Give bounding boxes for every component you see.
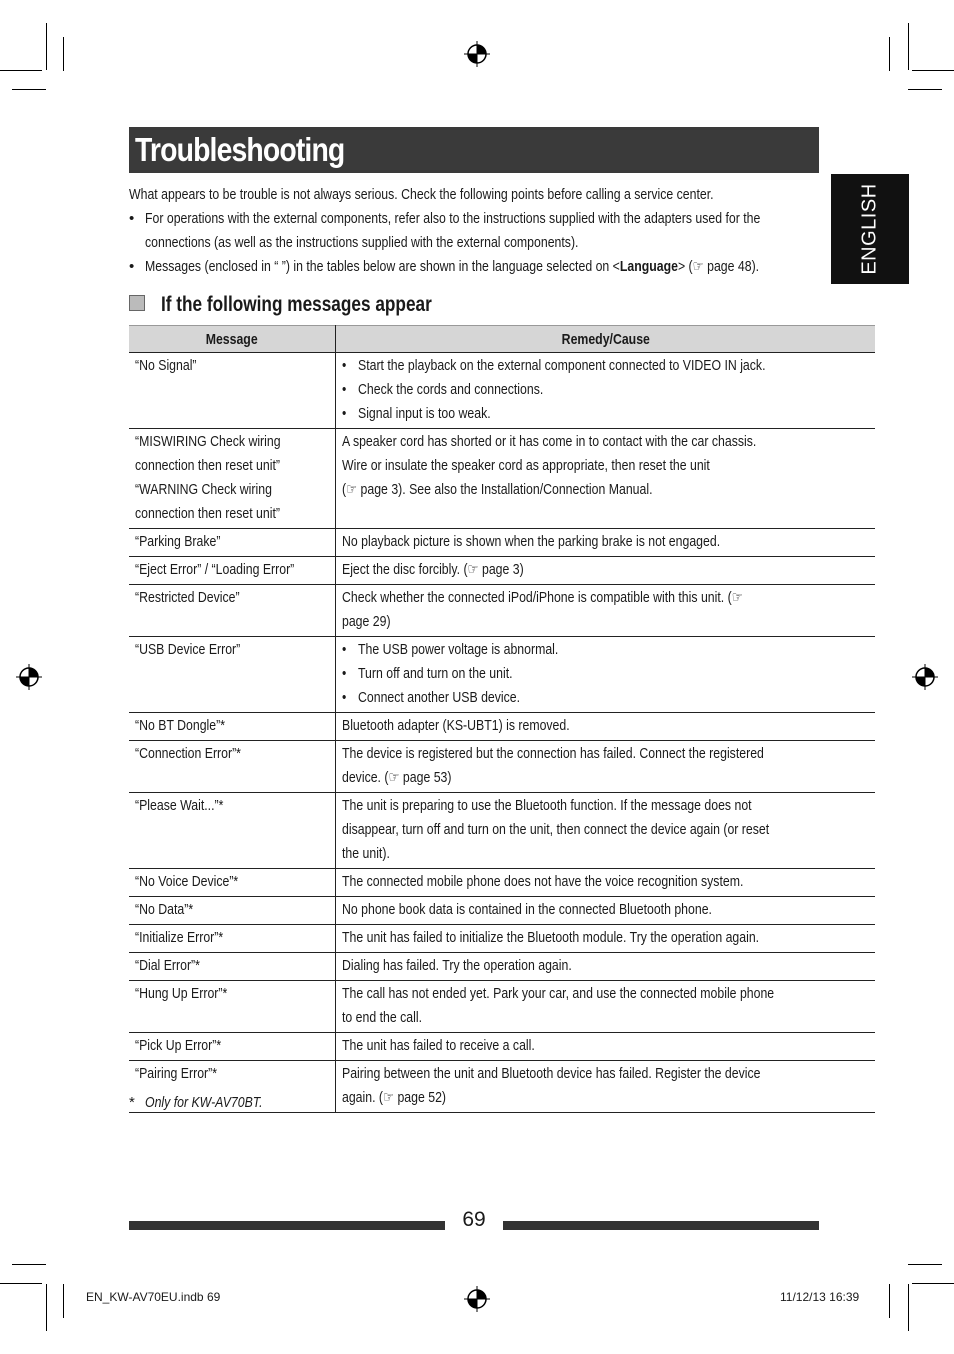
remedy-cell	[336, 713, 876, 741]
table-row	[129, 869, 875, 897]
remedy-text: Wire or insulate the speaker cord as appropriate, then reset the unit	[342, 457, 711, 474]
message-cell	[129, 637, 336, 713]
remedy-cell	[336, 585, 876, 637]
table-row	[129, 557, 875, 585]
remedy-text: Eject the disc forcibly. (☞ page 3)	[342, 561, 524, 578]
intro-bullet-text: For operations with the external components, refer also to the instructions supplied with the adapters used for the	[145, 210, 761, 227]
registration-mark-icon	[912, 664, 938, 690]
remedy-text: Check whether the connected iPod/iPhone is compatible with this unit. (☞	[342, 589, 743, 606]
message-text: “No BT Dongle”*	[135, 717, 226, 734]
bullet-icon: •	[342, 665, 347, 682]
print-slug-date: 11/12/13 16:39	[780, 1290, 860, 1304]
message-cell	[129, 869, 336, 897]
intro-lead: What appears to be trouble is not always serious. Check the following points before calling a service center.	[129, 186, 714, 203]
remedy-text: again. (☞ page 52)	[342, 1089, 447, 1106]
message-text: “No Voice Device”*	[135, 873, 239, 890]
remedy-text: The unit is preparing to use the Bluetooth function. If the message does not	[342, 797, 752, 814]
remedy-text: Start the playback on the external component connected to VIDEO IN jack.	[358, 357, 766, 374]
message-text: “USB Device Error”	[135, 641, 241, 658]
bullet-icon: •	[342, 357, 347, 374]
table-row	[129, 585, 875, 637]
message-cell	[129, 741, 336, 793]
remedy-text: Check the cords and connections.	[358, 381, 544, 398]
crop-mark	[46, 1284, 47, 1331]
intro-bullet: • Messages (enclosed in “ ”) in the tables below are shown in the language selected on <Language> (☞ page 48).	[129, 255, 821, 279]
message-text: “Connection Error”*	[135, 745, 241, 762]
remedy-cell	[336, 637, 876, 713]
language-tab	[831, 174, 909, 284]
table-row	[129, 1033, 875, 1061]
table-row	[129, 925, 875, 953]
registration-mark-icon	[16, 664, 42, 690]
crop-mark	[0, 70, 42, 71]
remedy-text: Bluetooth adapter (KS-UBT1) is removed.	[342, 717, 570, 734]
crop-mark	[12, 1264, 46, 1265]
intro	[129, 183, 821, 279]
crop-mark	[12, 89, 46, 90]
crop-mark	[0, 1283, 42, 1284]
crop-mark	[889, 1284, 890, 1318]
footer-rule-left	[129, 1221, 445, 1230]
remedy-text: The call has not ended yet. Park your car, and use the connected mobile phone	[342, 985, 775, 1002]
message-cell	[129, 953, 336, 981]
remedy-cell	[336, 353, 876, 429]
message-cell	[129, 713, 336, 741]
crop-mark	[908, 1284, 909, 1331]
section-heading-text: If the following messages appear	[161, 293, 432, 316]
remedy-text: Turn off and turn on the unit.	[358, 665, 513, 682]
message-text: “No Data”*	[135, 901, 194, 918]
remedy-text: page 29)	[342, 613, 391, 630]
message-cell	[129, 1033, 336, 1061]
message-cell	[129, 529, 336, 557]
footnote-text: Only for KW-AV70BT.	[145, 1094, 263, 1111]
table-header-row	[129, 326, 875, 353]
remedy-text: Connect another USB device.	[358, 689, 521, 706]
table-row	[129, 637, 875, 713]
message-cell	[129, 981, 336, 1033]
footnote	[129, 1091, 288, 1115]
remedy-cell	[336, 793, 876, 869]
message-text: “Parking Brake”	[135, 533, 221, 550]
message-text: connection then reset unit”	[135, 505, 280, 522]
square-bullet-icon	[129, 295, 145, 311]
table-row	[129, 429, 875, 529]
message-text: “Dial Error”*	[135, 957, 200, 974]
bullet-icon: •	[342, 689, 347, 706]
remedy-text: the unit).	[342, 845, 391, 862]
remedy-text: device. (☞ page 53)	[342, 769, 452, 786]
remedy-text: Signal input is too weak.	[358, 405, 491, 422]
message-text: “Pairing Error”*	[135, 1065, 218, 1082]
message-text: “Restricted Device”	[135, 589, 240, 606]
remedy-text: disappear, turn off and turn on the unit, then connect the device again (or reset	[342, 821, 770, 838]
remedy-text: The unit has failed to initialize the Bluetooth module. Try the operation again.	[342, 929, 760, 946]
remedy-cell	[336, 897, 876, 925]
remedy-text: The device is registered but the connection has failed. Connect the registered	[342, 745, 765, 762]
remedy-text: Dialing has failed. Try the operation again.	[342, 957, 572, 974]
message-cell	[129, 925, 336, 953]
message-text: “WARNING Check wiring	[135, 481, 272, 498]
intro-bullet-text: Messages (enclosed in “ ”) in the tables below are shown in the language selected on <Language> (☞ page 48).	[145, 258, 760, 275]
message-cell	[129, 557, 336, 585]
page-number: 69	[462, 1208, 486, 1231]
message-text: “Please Wait...”*	[135, 797, 224, 814]
bullet-icon: •	[342, 381, 347, 398]
crop-mark	[912, 70, 954, 71]
remedy-text: (☞ page 3). See also the Installation/Connection Manual.	[342, 481, 653, 498]
footnote-mark: *	[129, 1094, 135, 1111]
table-row	[129, 529, 875, 557]
remedy-cell	[336, 925, 876, 953]
table-row	[129, 897, 875, 925]
title-bar	[129, 127, 819, 173]
table-row	[129, 793, 875, 869]
footer-rule-right	[503, 1221, 819, 1230]
remedy-text: to end the call.	[342, 1009, 423, 1026]
remedy-cell	[336, 557, 876, 585]
remedy-text: The unit has failed to receive a call.	[342, 1037, 536, 1054]
remedy-text: No phone book data is contained in the connected Bluetooth phone.	[342, 901, 713, 918]
column-header-remedy: Remedy/Cause	[336, 326, 876, 353]
message-cell	[129, 353, 336, 429]
message-text: “No Signal”	[135, 357, 197, 374]
table-row	[129, 981, 875, 1033]
message-cell	[129, 897, 336, 925]
remedy-cell	[336, 529, 876, 557]
intro-bullet-continuation	[129, 231, 821, 255]
table-row	[129, 953, 875, 981]
crop-mark	[63, 37, 64, 71]
message-text: “Eject Error” / “Loading Error”	[135, 561, 295, 578]
page-title: Troubleshooting	[135, 131, 345, 168]
messages-table	[129, 325, 875, 1113]
print-slug-file: EN_KW-AV70EU.indb 69	[86, 1290, 221, 1304]
crop-mark	[46, 23, 47, 70]
remedy-cell	[336, 429, 876, 529]
remedy-text: A speaker cord has shorted or it has come in to contact with the car chassis.	[342, 433, 757, 450]
message-cell	[129, 429, 336, 529]
table-row	[129, 353, 875, 429]
remedy-cell	[336, 953, 876, 981]
message-cell	[129, 793, 336, 869]
message-cell	[129, 585, 336, 637]
remedy-text: Pairing between the unit and Bluetooth device has failed. Register the device	[342, 1065, 761, 1082]
crop-mark	[908, 1264, 942, 1265]
intro-bullet-text: connections (as well as the instructions supplied with the external components).	[145, 234, 579, 251]
message-text: “Initialize Error”*	[135, 929, 224, 946]
crop-mark	[889, 37, 890, 71]
remedy-text: The USB power voltage is abnormal.	[358, 641, 559, 658]
bullet-icon: •	[342, 405, 347, 422]
remedy-cell	[336, 981, 876, 1033]
message-text: “MISWIRING Check wiring	[135, 433, 281, 450]
remedy-cell	[336, 1061, 876, 1113]
bullet-icon: •	[342, 641, 347, 658]
remedy-text: The connected mobile phone does not have the voice recognition system.	[342, 873, 744, 890]
crop-mark	[63, 1284, 64, 1318]
crop-mark	[908, 89, 942, 90]
message-text: “Hung Up Error”*	[135, 985, 228, 1002]
column-header-message: Message	[129, 326, 336, 353]
intro-bullet: • For operations with the external components, refer also to the instructions supplied with the adapters used for the	[129, 207, 821, 231]
registration-mark-icon	[464, 1286, 490, 1312]
table-row	[129, 713, 875, 741]
table-row	[129, 741, 875, 793]
message-text: connection then reset unit”	[135, 457, 280, 474]
remedy-text: No playback picture is shown when the parking brake is not engaged.	[342, 533, 721, 550]
message-text: “Pick Up Error”*	[135, 1037, 222, 1054]
crop-mark	[908, 23, 909, 70]
registration-mark-icon	[464, 41, 490, 67]
remedy-cell	[336, 1033, 876, 1061]
remedy-cell	[336, 869, 876, 897]
remedy-cell	[336, 741, 876, 793]
language-tab-label: ENGLISH	[858, 183, 881, 275]
crop-mark	[912, 1283, 954, 1284]
